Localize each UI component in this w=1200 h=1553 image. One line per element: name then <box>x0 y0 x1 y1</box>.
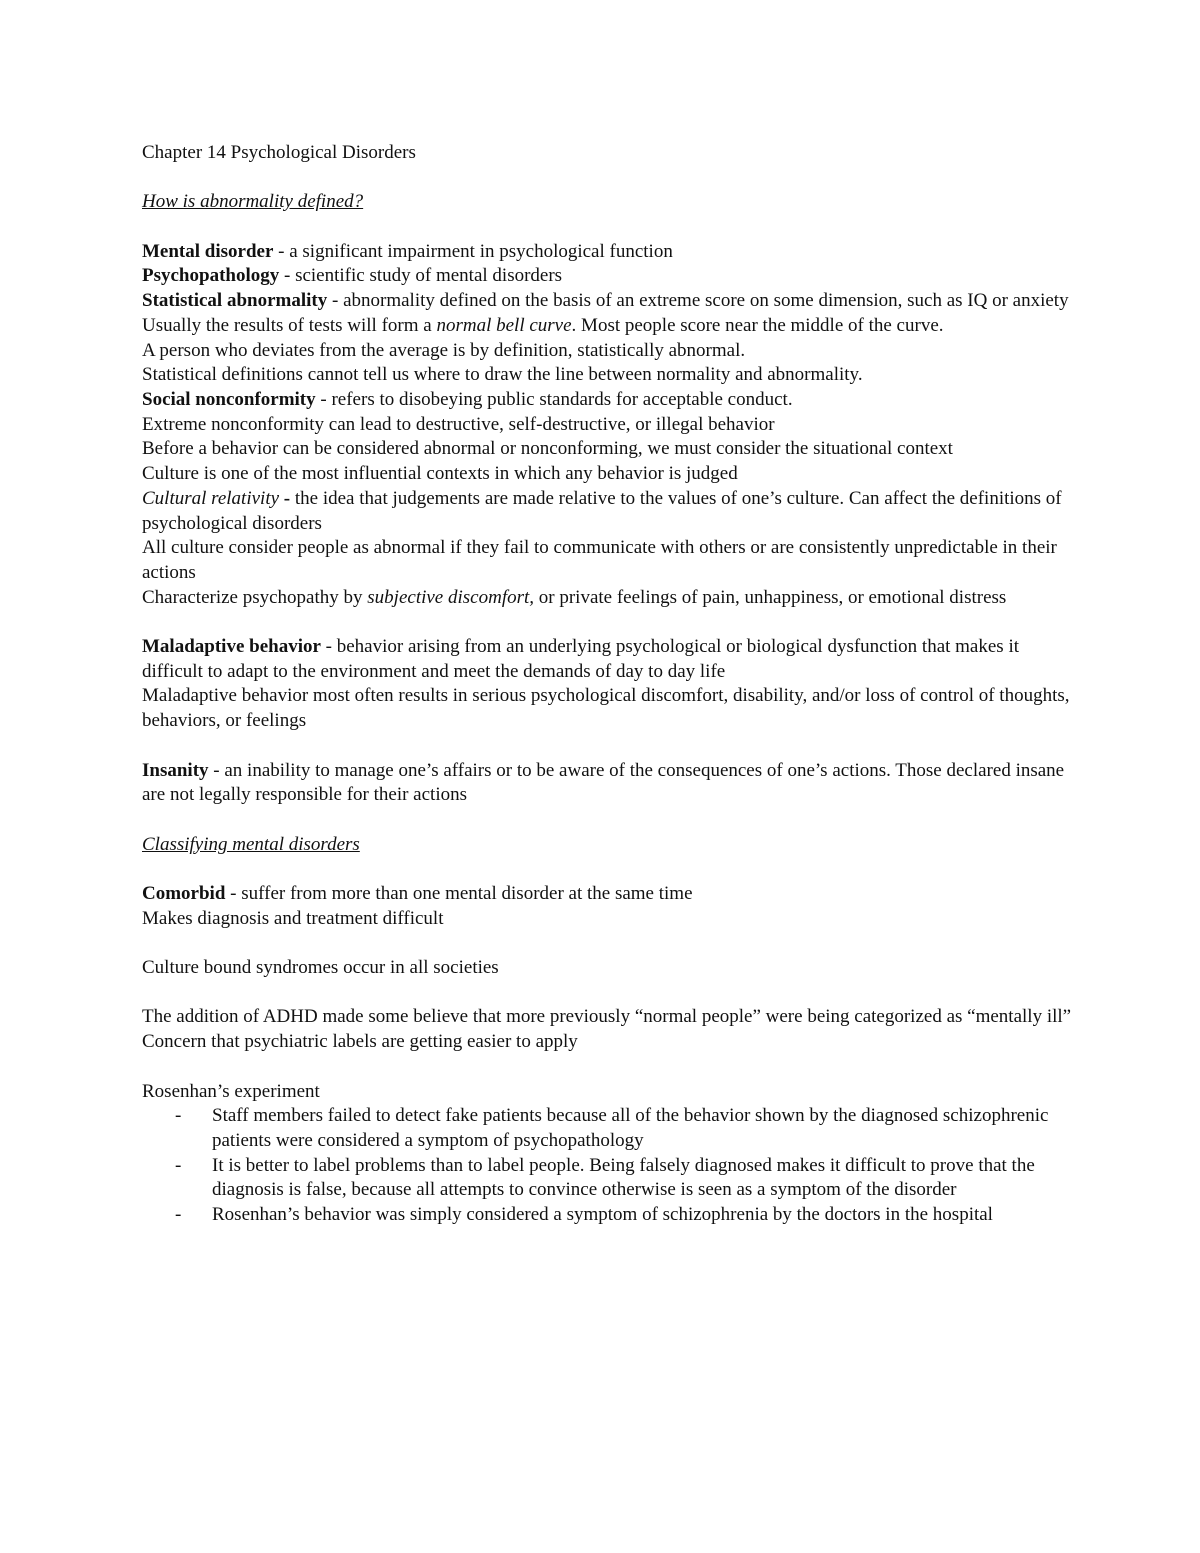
spacer <box>142 734 1072 759</box>
document-title: Chapter 14 Psychological Disorders <box>142 142 416 163</box>
definition-social-nonconformity <box>142 388 1072 413</box>
spacer <box>142 166 1072 191</box>
note-bell-curve <box>142 314 1072 339</box>
bullet-dash: - <box>175 1105 182 1127</box>
definition-insanity <box>142 759 1072 808</box>
definition-text: - abnormality defined on the basis of an extreme score on some dimension, such as IQ or anxiety <box>327 290 1069 312</box>
list-item <box>175 1154 1072 1203</box>
note-text: or private feelings of pain, unhappiness, or emotional distress <box>534 586 1007 608</box>
list-item-text: It is better to label problems than to label people. Being falsely diagnosed makes it difficult to prove that the diagnosis is false, because all attempts to convince otherwise is seen as a symptom of the disorder <box>212 1154 1035 1201</box>
note-text: Usually the results of tests will form a <box>142 314 437 336</box>
section-heading-text: Classifying mental disorders <box>142 833 360 855</box>
list-item-text: Staff members failed to detect fake patients because all of the behavior shown by the diagnosed schizophrenic patients were considered a symptom of psychopathology <box>212 1105 1049 1151</box>
spacer <box>142 808 1072 833</box>
definition-text: - scientific study of mental disorders <box>279 265 563 287</box>
note-text: Characterize psychopathy by <box>142 586 368 608</box>
note-culture-bound: Culture bound syndromes occur in all societies <box>142 957 499 979</box>
definition-text: the idea that judgements are made relative to the values of one’s culture. Can affect the definitions of psychological disorders <box>142 487 1062 534</box>
section-heading <box>142 833 1072 858</box>
spacer <box>142 857 1072 882</box>
list-item <box>175 1203 1072 1228</box>
term: Cultural relativity <box>142 487 280 509</box>
note-all-culture: All culture consider people as abnormal if they fail to communicate with others or are consistently unpredictable in their actions <box>142 537 1057 583</box>
term: Statistical abnormality <box>142 290 328 312</box>
section-heading-text: How is abnormality defined? <box>142 191 364 213</box>
note-maladaptive-results: Maladaptive behavior most often results in serious psychological discomfort, disability, and/or loss of control of thoughts, behaviors, or feelings <box>142 685 1070 732</box>
list-item <box>175 1104 1072 1153</box>
term: Mental disorder <box>142 240 274 262</box>
emphasis: normal bell curve <box>436 314 572 336</box>
definition-mental-disorder <box>142 240 1072 265</box>
spacer <box>142 610 1072 635</box>
note-subjective-discomfort <box>142 586 1072 611</box>
definition-text: - an inability to manage one’s affairs or to be aware of the consequences of one’s actions. Those declared insane are not legally responsible for their actions <box>142 759 1065 806</box>
document-page <box>142 141 1072 1228</box>
bullet-dash: - <box>175 1204 182 1226</box>
definition-text: - a significant impairment in psychological function <box>273 240 673 262</box>
term: Social nonconformity <box>142 389 316 410</box>
definition-comorbid <box>142 882 1072 907</box>
spacer <box>142 1055 1072 1080</box>
definition-text: - refers to disobeying public standards for acceptable conduct. <box>315 389 793 410</box>
term: Maladaptive behavior <box>142 636 321 658</box>
bullet-dash: - <box>175 1154 182 1176</box>
section-heading <box>142 190 1072 215</box>
note-comorbid: Makes diagnosis and treatment difficult <box>142 907 444 929</box>
list-item-text: Rosenhan’s behavior was simply considered a symptom of schizophrenia by the doctors in the hospital <box>212 1204 993 1226</box>
note-culture-influential: Culture is one of the most influential contexts in which any behavior is judged <box>142 463 738 485</box>
rosenhan-heading: Rosenhan’s experiment <box>142 1080 320 1102</box>
emphasis: subjective discomfort, <box>367 586 535 608</box>
spacer <box>142 931 1072 956</box>
spacer <box>142 215 1072 240</box>
note-adhd: The addition of ADHD made some believe that more previously “normal people” were being categorized as “mentally ill” <box>142 1006 1072 1028</box>
term-dash: - <box>279 487 291 509</box>
definition-maladaptive-behavior <box>142 635 1072 684</box>
definition-cultural-relativity <box>142 487 1072 536</box>
note-situational-context: Before a behavior can be considered abnormal or nonconforming, we must consider the situational context <box>142 438 953 460</box>
spacer <box>142 981 1072 1006</box>
term: Insanity <box>142 759 209 781</box>
note-labels-concern: Concern that psychiatric labels are getting easier to apply <box>142 1031 578 1053</box>
definition-text: - suffer from more than one mental disorder at the same time <box>225 883 693 904</box>
definition-statistical-abnormality <box>142 289 1072 314</box>
definition-text: - behavior arising from an underlying psychological or biological dysfunction that makes it difficult to adapt to the environment and meet the demands of day to day life <box>142 636 1020 682</box>
note-extreme-nonconformity: Extreme nonconformity can lead to destructive, self-destructive, or illegal behavior <box>142 413 775 435</box>
term: Comorbid <box>142 883 226 904</box>
term: Psychopathology <box>142 265 280 287</box>
note-statistical-definitions: Statistical definitions cannot tell us where to draw the line between normality and abnormality. <box>142 364 863 386</box>
note-deviates: A person who deviates from the average is by definition, statistically abnormal. <box>142 339 746 361</box>
rosenhan-list <box>142 1104 1072 1228</box>
definition-psychopathology <box>142 264 1072 289</box>
note-text: . Most people score near the middle of the curve. <box>571 314 944 336</box>
